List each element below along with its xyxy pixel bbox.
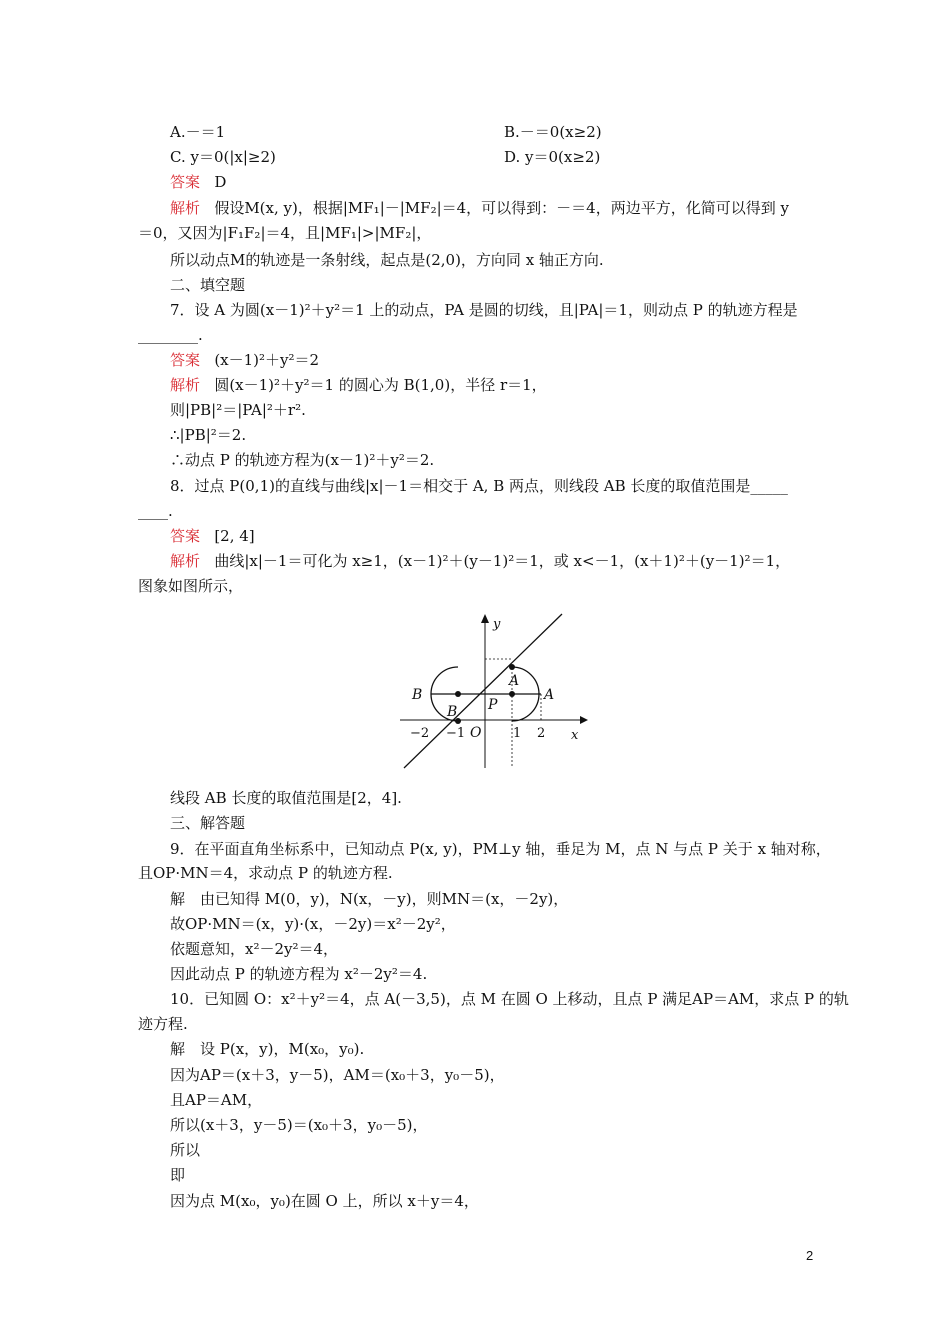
q9-solution-4: 因此动点 P 的轨迹方程为 x²－2y²＝4. [170,965,428,983]
tick-1: 1 [513,726,522,741]
q10-solution-6: 即 [170,1166,186,1184]
q7-analysis-line-3: ∴|PB|²＝2. [170,426,247,444]
q9-solution-3: 依题意知，x²－2y²＝4， [170,940,339,958]
b-left-label: B [412,687,423,703]
analysis-label: 解析 [170,376,201,394]
answer-label: 答案 [170,351,201,369]
tick-neg2: −2 [410,726,430,741]
point-a-upper [509,664,515,670]
point-a-right-chord [509,691,515,697]
analysis-label: 解析 [170,552,201,570]
q6-analysis-line-1 [170,198,789,218]
q8-analysis-line-2: 图象如图所示， [138,577,244,595]
q7-analysis-line-1 [170,375,547,395]
a-right-label: A [544,687,555,703]
tick-2: 2 [537,726,546,741]
option-b: B.－＝0(x≥2) [504,123,602,141]
q7-stem-1: 7．设 A 为圆(x－1)²＋y²＝1 上的动点，PA 是圆的切线，且|PA|＝1，则动点 P 的轨迹方程是 [170,301,798,319]
x-axis-arrow [580,716,588,724]
section-heading-fill: 二、填空题 [170,276,246,294]
q8-analysis-line-1 [170,551,790,571]
y-axis-arrow [481,614,489,623]
q9-solution-2: 故OP·MN＝(x，y)·(x，－2y)＝x²－2y²， [170,915,456,933]
q9-stem-1: 9．在平面直角坐标系中，已知动点 P(x, y)，PM⊥y 轴，垂足为 M，点 N 与点 P 关于 x 轴对称， [170,840,831,858]
q10-solution-3: 且AP＝AM， [170,1091,263,1109]
q7-analysis-text-1: 圆(x－1)²＋y²＝1 的圆心为 B(1,0)，半径 r＝1， [214,376,547,394]
q8-conclusion: 线段 AB 长度的取值范围是[2，4]. [170,789,402,807]
q9-stem-2: 且OP·MN＝4，求动点 P 的轨迹方程. [138,864,393,882]
origin-label: O [470,725,482,741]
q6-answer-line [170,172,226,192]
option-d: D. y＝0(x≥2) [504,148,601,166]
q10-stem-2: 迹方程. [138,1015,188,1033]
answer-label: 答案 [170,173,201,191]
q10-solution-4: 所以(x＋3，y－5)＝(x₀＋3，y₀－5)， [170,1116,428,1134]
q9-solution-1: 解 由已知得 M(0，y)，N(x，－y)，则MN＝(x，－2y)， [170,890,569,908]
q6-analysis-line-3: 所以动点M的轨迹是一条射线，起点是(2,0)，方向同 x 轴正方向. [170,251,604,269]
analysis-label: 解析 [170,199,201,217]
page-number: 2 [806,1248,814,1263]
x-axis-label: x [571,728,579,743]
a-upper-label: A [509,673,520,689]
option-a: A.－＝1 [170,123,226,141]
q6-analysis-text-1: 假设M(x, y)，根据|MF₁|－|MF₂|＝4，可以得到：－＝4，两边平方，化简可以得到 y [214,199,789,217]
q10-solution-2: 因为AP＝(x＋3，y－5)，AM＝(x₀＋3，y₀－5)， [170,1066,505,1084]
q10-solution-1: 解 设 P(x，y)，M(x₀，y₀). [170,1040,365,1058]
q7-stem-2: ________. [138,326,203,344]
q8-analysis-text-1: 曲线|x|－1＝可化为 x≥1，(x－1)²＋(y－1)²＝1，或 x<－1，(x＋1)²＋(y－1)²＝1， [214,552,791,570]
q6-analysis-line-2: ＝0，又因为|F₁F₂|＝4，且|MF₁|>|MF₂|， [138,224,432,242]
q8-stem-1: 8．过点 P(0,1)的直线与曲线|x|－1＝相交于 A, B 两点，则线段 AB 长度的取值范围是_____ [170,477,788,495]
b-lower-label: B [447,704,458,720]
q7-answer: (x－1)²＋y²＝2 [214,351,320,369]
q8-stem-2: ____. [138,502,173,520]
q7-answer-line [170,350,319,370]
answer-label: 答案 [170,527,201,545]
option-c: C. y＝0(|x|≥2) [170,148,276,166]
q10-solution-7: 因为点 M(x₀，y₀)在圆 O 上，所以 x＋y＝4， [170,1192,479,1210]
y-axis-label: y [493,617,501,632]
q8-answer-line [170,526,255,546]
section-heading-solve: 三、解答题 [170,814,246,832]
q6-answer: D [214,173,227,191]
tick-neg1: −1 [446,726,466,741]
q7-analysis-line-4: ∴动点 P 的轨迹方程为(x－1)²＋y²＝2. [170,451,435,469]
q8-answer: [2, 4] [214,527,255,545]
q10-stem-1: 10．已知圆 O：x²＋y²＝4，点 A(－3,5)，点 M 在圆 O 上移动，且点 P 满足AP＝AM，求点 P 的轨 [170,990,849,1008]
point-b-left-chord [455,691,461,697]
curve-figure [396,606,596,776]
q10-solution-5: 所以 [170,1141,201,1159]
q7-analysis-line-2: 则|PB|²＝|PA|²＋r². [170,401,306,419]
p-label: P [488,697,498,713]
